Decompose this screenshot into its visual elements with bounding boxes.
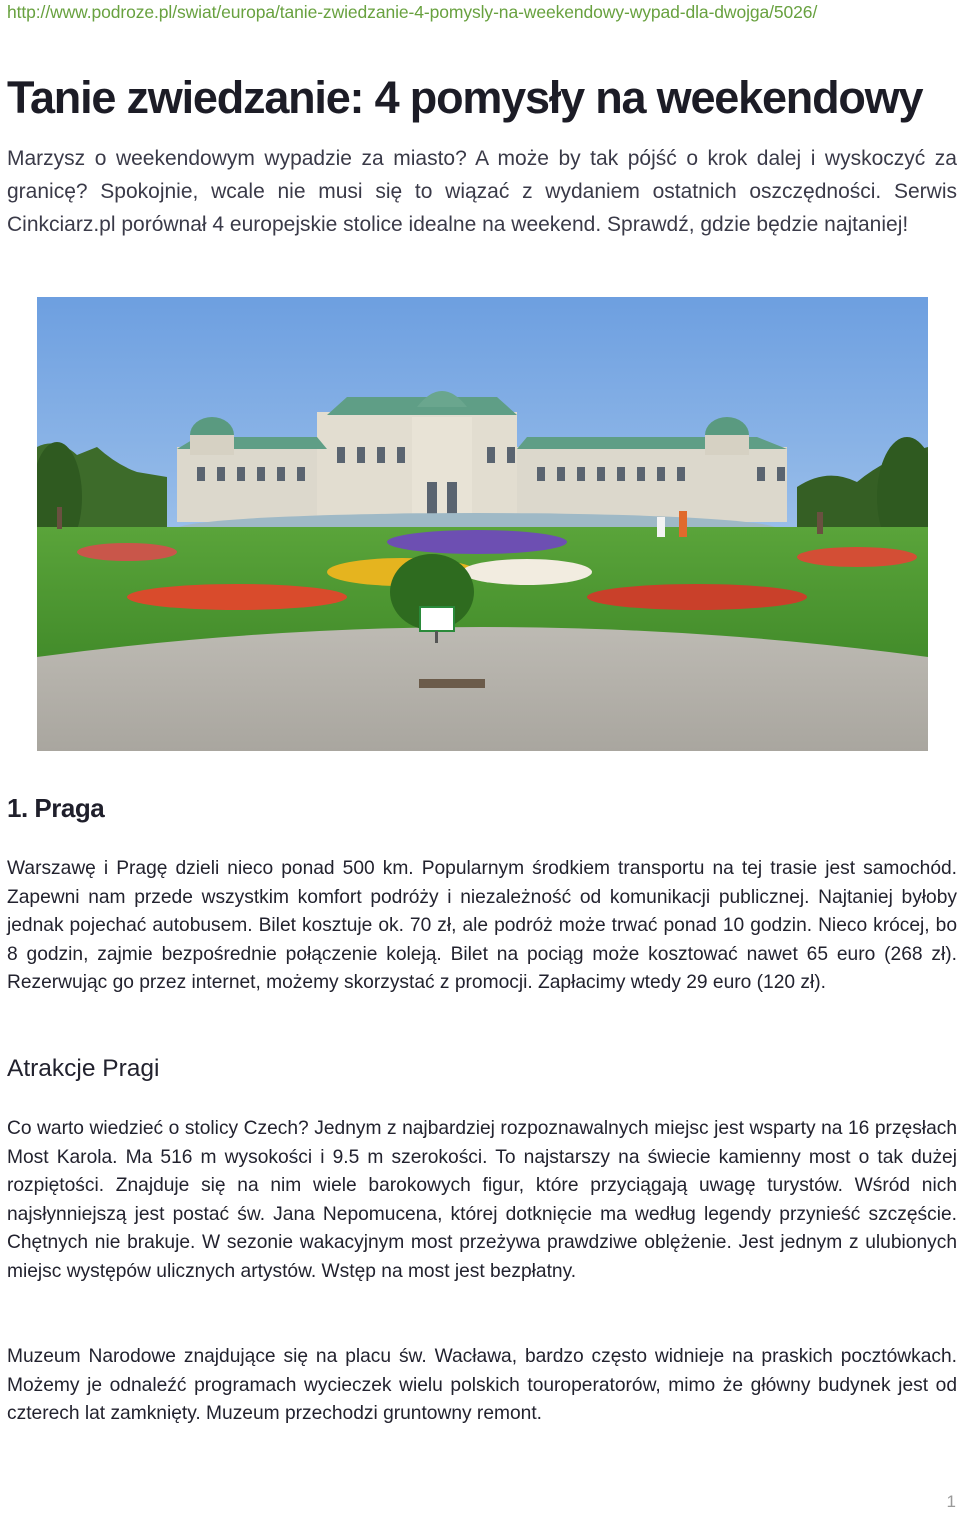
subheading-atrakcje: Atrakcje Pragi <box>7 1055 160 1082</box>
paragraph-muzeum: Muzeum Narodowe znajdujące się na placu św. Wacława, bardzo często widnieje na praskich pocztówkach. Możemy je odnaleźć programach wycieczek wielu polskich touroperatorów, mimo że główny budynek jest od czterech lat zamknięty. Muzeum przechodzi gruntowny remont. <box>7 1346 957 1425</box>
article-title: Tanie zwiedzanie: 4 pomysły na weekendowy <box>7 72 923 123</box>
palace-illustration <box>37 297 928 751</box>
article-lead: Marzysz o weekendowym wypadzie za miasto? A może by tak pójść o krok dalej i wyskoczyć za granicę? Spokojnie, wcale nie musi się to wiązać z wydaniem ostatnich oszczędności. Serwis Cinkciarz.pl porównał 4 europejskie stolice idealne na weekend. Sprawdź, gdzie będzie najtaniej! <box>7 147 957 236</box>
paragraph-most-karola: Co warto wiedzieć o stolicy Czech? Jednym z najbardziej rozpoznawalnych miejsc jest wsparty na 16 przęsłach Most Karola. Ma 516 m wysokości i 9.5 m szerokości. To najstarszy na świecie kamienny most o tak dużej rozpiętości. Znajduje się na nim wiele barokowych figur, które przyciągają uwagę turystów. Wśród nich najsłynniejszą jest postać św. Jana Nepomucena, której dotknięcie ma według legendy przynieść szczęście. Chętnych nie brakuje. W sezonie wakacyjnym most przeżywa prawdziwe oblężenie. Jest jednym z ulubionych miejsc występów ulicznych artystów. Wstęp na most jest bezpłatny. <box>7 1118 957 1282</box>
source-url[interactable]: http://www.podroze.pl/swiat/europa/tanie-zwiedzanie-4-pomysly-na-weekendowy-wypad-dla-dwojga/5026/ <box>7 2 818 22</box>
palace-photo <box>37 297 928 751</box>
section-heading-praga: 1. Praga <box>7 793 105 823</box>
paragraph-transport: Warszawę i Pragę dzieli nieco ponad 500 km. Popularnym środkiem transportu na tej trasie jest samochód. Zapewni nam przede wszystkim komfort podróży i niezależność od komunikacji publicznej. Najtaniej byłoby jednak pojechać autobusem. Bilet kosztuje ok. 70 zł, ale podróż może trwać ponad 10 godzin. Nieco krócej, bo 8 godzin, zajmie bezpośrednie połączenie koleją. Bilet na pociąg może kosztować nawet 65 euro (268 zł). Rezerwując go przez internet, możemy skorzystać z promocji. Zapłacimy wtedy 29 euro (120 zł). <box>7 858 957 994</box>
page-number: 1 <box>946 1492 956 1511</box>
